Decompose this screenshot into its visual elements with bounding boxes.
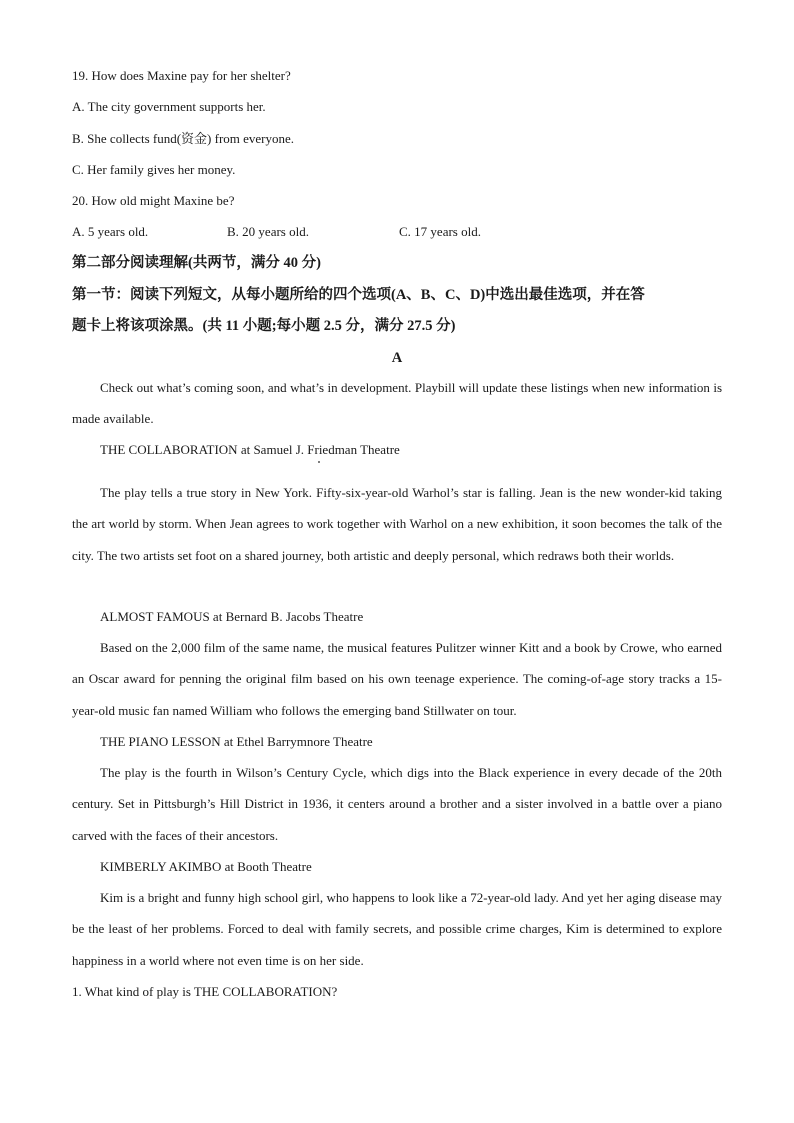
show-text-collaboration: The play tells a true story in New York. Fifty-six-year-old Warhol’s star is falling. Jean is the new wonder-kid taking the art world by storm. When Jean agrees to work together with Warhol on a new exhibition, it soon becomes the talk of the city. The two artists set foot on a shared journey, both artistic and deeply personal, which redraws both their worlds.	[72, 485, 722, 563]
question-20-option-c: C. 17 years old.	[399, 224, 481, 239]
show-title-kimberly-akimbo: KIMBERLY AKIMBO at Booth Theatre	[100, 859, 312, 874]
show-text-kimberly-akimbo: Kim is a bright and funny high school girl, who happens to look like a 72-year-old lady. And yet her aging disease may be the least of her problems. Forced to deal with family secrets, and possible crime charges, Kim is determined to explore happiness in a world where not even time is on her side.	[72, 890, 722, 968]
section-instruction-line-2: 题卡上将该项涂黑。(共 11 小题;每小题 2.5 分，满分 27.5 分)	[72, 318, 456, 334]
section-heading: 第二部分阅读理解(共两节，满分 40 分)	[72, 255, 321, 271]
passage-label: A	[391, 350, 403, 366]
show-text-piano-lesson: The play is the fourth in Wilson’s Century Cycle, which digs into the Black experience in every decade of the 20th century. Set in Pittsburgh’s Hill District in 1936, it centers around a brother and a sister involved in a battle over a piano carved with the faces of their ancestors.	[72, 765, 722, 843]
passage-intro: Check out what’s coming soon, and what’s in development. Playbill will update these listings when new information is made available.	[72, 380, 722, 427]
show-title-piano-lesson: THE PIANO LESSON at Ethel Barrymnore Theatre	[100, 734, 373, 749]
show-text-almost-famous: Based on the 2,000 film of the same name, the musical features Pulitzer winner Kitt and a book by Crowe, who earned an Oscar award for penning the original film based on his own teenage experience. The coming-of-age story tracks a 15-year-old music fan named William who follows the emerging band Stillwater on tour.	[72, 640, 722, 718]
show-title-almost-famous: ALMOST FAMOUS at Bernard B. Jacobs Theatre	[100, 609, 364, 624]
question-20: 20. How old might Maxine be?	[72, 193, 235, 208]
section-instruction-line-1: 第一节：阅读下列短文，从每小题所给的四个选项(A、B、C、D)中选出最佳选项，并在答	[72, 287, 645, 303]
question-19-option-a: A. The city government supports her.	[72, 99, 266, 114]
question-19-option-c: C. Her family gives her money.	[72, 162, 236, 177]
question-20-option-b: B. 20 years old.	[227, 224, 309, 239]
question-19-option-b: B. She collects fund(资金) from everyone.	[72, 131, 295, 146]
show-title-collaboration: THE COLLABORATION at Samuel J. Friedman Theatre	[100, 442, 400, 457]
question-20-option-a: A. 5 years old.	[72, 224, 149, 239]
stray-dot-mark	[318, 461, 320, 463]
question-19: 19. How does Maxine pay for her shelter?	[72, 68, 291, 83]
question-1: 1. What kind of play is THE COLLABORATION?	[72, 984, 338, 999]
